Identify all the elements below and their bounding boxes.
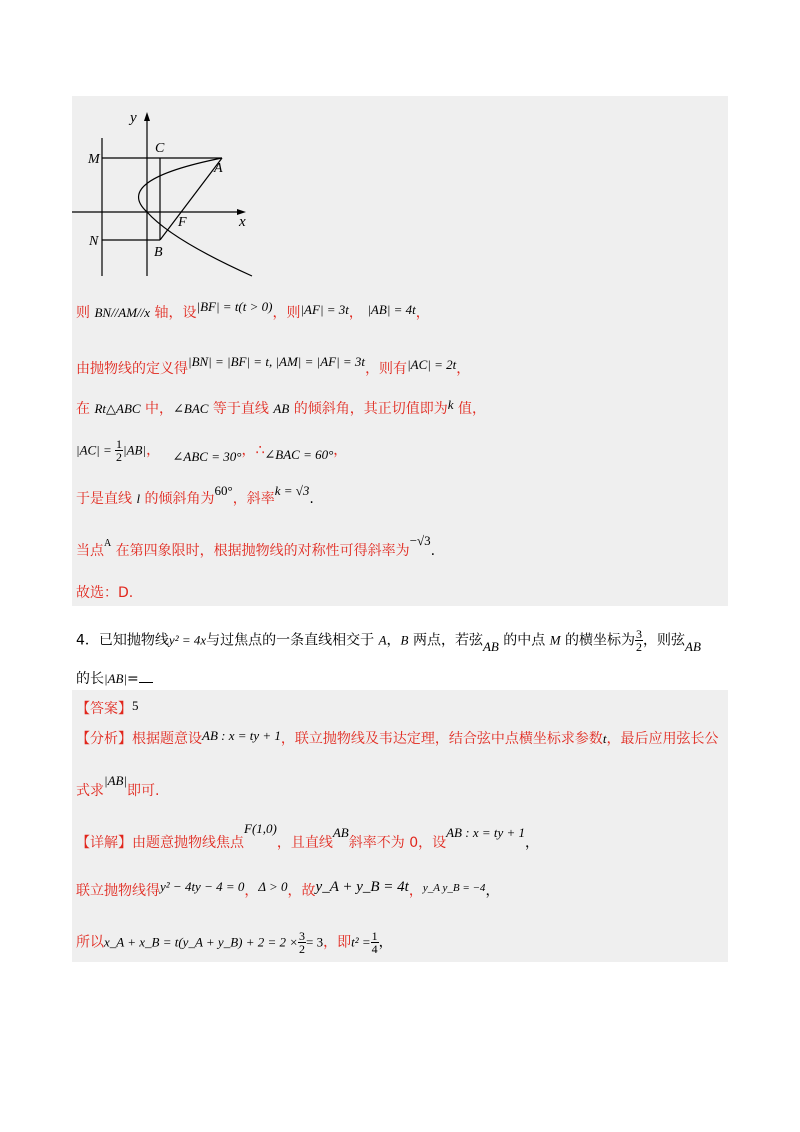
- math: Rt△ABC: [94, 401, 141, 416]
- analysis-tag: 【分析】: [76, 731, 132, 747]
- text: 等于直线: [208, 401, 274, 417]
- numerator: 1: [116, 437, 123, 451]
- text: 斜率不为 0，设: [348, 835, 447, 851]
- text: ，: [348, 305, 363, 321]
- text: ，: [415, 305, 430, 321]
- text: ，∴: [241, 442, 265, 459]
- text: ，最后应用弦长公: [606, 731, 719, 747]
- label-y: y: [130, 110, 137, 126]
- text: 的长: [76, 671, 104, 687]
- label-F: F: [178, 215, 187, 230]
- label-M: M: [88, 152, 100, 167]
- math: Δ > 0: [258, 879, 288, 894]
- question-line-2: [76, 670, 153, 688]
- detail-line-2: [76, 879, 500, 901]
- numerator: 3: [299, 929, 306, 943]
- text: 4．已知抛物线: [76, 632, 169, 649]
- denominator: 2: [116, 450, 123, 464]
- math: AB: [685, 638, 701, 654]
- text: 在第四象限时，根据抛物线的对称性可得斜率为: [111, 543, 410, 559]
- math: y_A y_B = −4: [422, 882, 486, 894]
- text: 的倾斜角，其正切值即为: [289, 401, 448, 417]
- answer-blank: [139, 670, 153, 683]
- text: 故选：D.: [76, 585, 134, 601]
- answer-line: [76, 700, 139, 718]
- math: y² = 4x: [168, 632, 207, 648]
- numerator: 3: [636, 627, 643, 641]
- text: 与过焦点的一条直线相交于: [206, 632, 379, 649]
- text: 的横坐标为: [560, 632, 636, 649]
- text: 由题意抛物线焦点: [132, 835, 244, 851]
- text: .: [430, 543, 436, 559]
- text: 由抛物线的定义得: [76, 361, 188, 377]
- analysis-line-2: [76, 773, 160, 800]
- text: ，: [378, 934, 393, 951]
- text: .: [309, 491, 314, 507]
- text: ，: [386, 632, 401, 649]
- math: F(1,0): [244, 821, 277, 836]
- label-B: B: [154, 245, 163, 260]
- answer-value: 5: [132, 698, 139, 713]
- text: 的倾斜角为: [140, 491, 215, 507]
- math: t² =: [351, 934, 371, 950]
- math: A: [378, 632, 387, 648]
- text: ，: [146, 442, 161, 459]
- math: ∠BAC = 60°: [264, 446, 334, 462]
- detail-line-3: [76, 930, 393, 960]
- label-N: N: [89, 234, 99, 249]
- text: 轴，设: [150, 305, 197, 321]
- math: |AB| = 4t: [367, 302, 416, 317]
- text: ，则弦: [643, 632, 686, 649]
- math: |BF| = t(t > 0): [196, 299, 273, 314]
- numerator: 1: [371, 929, 378, 943]
- text: 则: [76, 305, 95, 321]
- solution-line-7: [76, 584, 133, 602]
- text: ，: [244, 883, 259, 899]
- label-C: C: [155, 141, 165, 156]
- math: k: [447, 397, 454, 412]
- math: AB: [482, 638, 499, 654]
- text: ，且直线: [276, 835, 333, 851]
- math: BN//AM//x: [94, 305, 151, 320]
- label-x: x: [239, 214, 246, 230]
- text: 中，: [140, 401, 174, 417]
- text: ，故: [287, 883, 316, 899]
- math: |AF| = 3t: [300, 302, 349, 317]
- math: l: [136, 491, 141, 506]
- text: 在: [76, 401, 95, 417]
- analysis-line-1: [76, 730, 719, 748]
- label-A: A: [214, 161, 223, 176]
- fraction-quarter: [371, 930, 379, 955]
- math: k = √3: [274, 483, 310, 498]
- answer-tag: 【答案】: [76, 701, 132, 717]
- text: 式求: [76, 783, 104, 799]
- math: |AC| = 2t: [407, 357, 457, 372]
- math: ∠BAC: [173, 401, 209, 416]
- text: ，: [485, 883, 500, 899]
- math: B: [400, 632, 409, 648]
- fraction-three-halves: [635, 628, 643, 653]
- math: −√3: [409, 533, 431, 548]
- text: ，: [333, 442, 348, 459]
- text: 联立抛物线得: [76, 883, 160, 899]
- math: ∠ABC = 30°: [172, 448, 242, 464]
- math: |AB|: [123, 442, 147, 458]
- denominator: 2: [299, 942, 306, 956]
- solution-line-1: [76, 299, 430, 322]
- fraction-three-halves: [298, 930, 306, 955]
- denominator: 4: [371, 942, 378, 956]
- question-line-1: [76, 628, 701, 658]
- math: |AB|: [104, 773, 128, 788]
- solution-line-4: [76, 438, 347, 468]
- denominator: 2: [636, 640, 643, 654]
- math: x_A + x_B = t(y_A + y_B) + 2 = 2 ×: [104, 934, 299, 950]
- math: y² − 4ty − 4 = 0: [160, 879, 245, 894]
- math: |BN| = |BF| = t, |AM| = |AF| = 3t: [188, 354, 366, 369]
- parabola-figure: [72, 108, 262, 283]
- math: t: [602, 731, 607, 746]
- text: ，则有: [365, 361, 408, 377]
- math: 60°: [214, 483, 233, 498]
- text: 的中点: [498, 632, 550, 649]
- math: |AC| =: [76, 442, 116, 458]
- solution-line-3: [76, 397, 486, 418]
- solution-line-6: [76, 533, 436, 562]
- text: 于是直线: [76, 491, 137, 507]
- line-AB: [160, 158, 222, 240]
- text: =: [127, 671, 139, 687]
- detail-tag: 【详解】: [76, 835, 132, 851]
- text: ，: [456, 361, 471, 377]
- text: ，即: [323, 934, 352, 951]
- text: ，: [408, 883, 423, 899]
- solution-line-5: [76, 483, 314, 508]
- text: 当点: [76, 543, 104, 559]
- text: ，则: [272, 305, 301, 321]
- text: 两点，若弦: [408, 632, 483, 649]
- math: = 3: [306, 934, 324, 950]
- math: y_A + y_B = 4t: [315, 879, 409, 895]
- math: AB: [332, 825, 349, 840]
- fraction-half: [115, 438, 123, 463]
- text: 所以: [76, 934, 104, 951]
- math: AB: [273, 401, 290, 416]
- text: ，: [525, 835, 540, 851]
- text: ，联立抛物线及韦达定理，结合弦中点横坐标求参数: [280, 731, 603, 747]
- math: M: [549, 632, 561, 648]
- math: A: [104, 538, 112, 549]
- math: |AB|: [104, 671, 128, 686]
- text: 根据题意设: [132, 731, 202, 747]
- text: 值，: [453, 401, 486, 417]
- text: ，斜率: [232, 491, 275, 507]
- detail-line-1: [76, 821, 540, 852]
- math: AB : x = ty + 1: [446, 825, 526, 840]
- text: 即可.: [127, 783, 160, 799]
- math: AB : x = ty + 1: [202, 728, 281, 743]
- solution-line-2: [76, 354, 471, 378]
